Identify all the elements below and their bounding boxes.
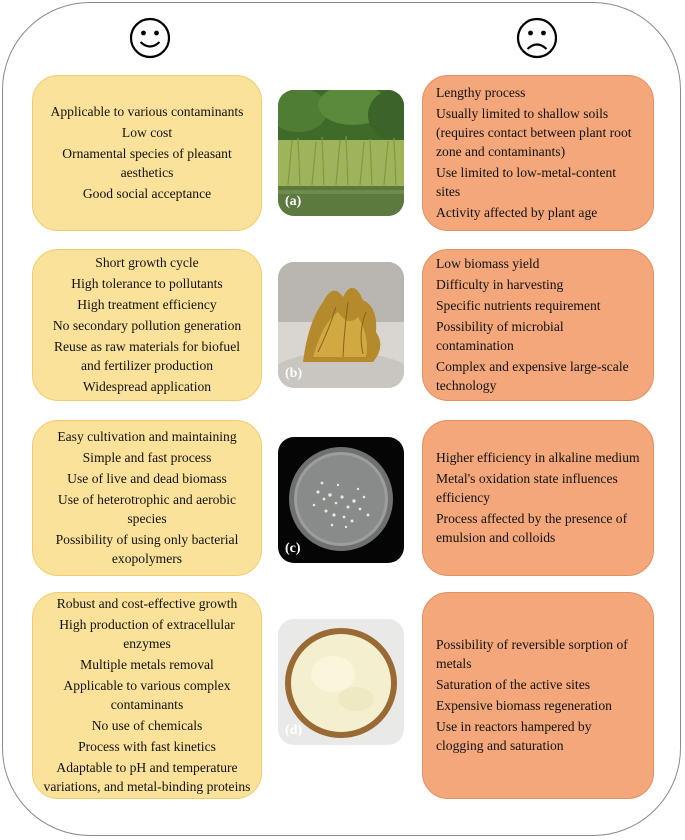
disadvantage-item: Possibility of microbial contamination bbox=[436, 318, 564, 353]
advantage-item: Easy cultivation and maintaining bbox=[57, 428, 237, 444]
image-label: (b) bbox=[285, 366, 303, 381]
advantages-box bbox=[32, 420, 262, 576]
disadvantage-item: Metal's oxidation state influences efficiency bbox=[436, 470, 618, 505]
fungal-culture-dish-image bbox=[278, 619, 404, 745]
advantage-item: Applicable to various contaminants bbox=[50, 103, 244, 119]
advantage-item: Multiple metals removal bbox=[80, 656, 214, 672]
advantage-item: High treatment efficiency bbox=[77, 296, 217, 312]
bacterial-petri-dish-image bbox=[278, 437, 404, 563]
advantage-item: Short growth cycle bbox=[95, 254, 199, 270]
advantage-item: Reuse as raw materials for biofuel and fertilizer production bbox=[53, 338, 241, 373]
advantage-item: Robust and cost-effective growth bbox=[56, 595, 238, 611]
disadvantage-item: Process affected by the presence of emulsion and colloids bbox=[436, 510, 628, 545]
advantage-item: Low cost bbox=[121, 124, 173, 140]
advantage-item: Use of heterotrophic and aerobic species bbox=[57, 491, 237, 526]
disadvantage-item: Use in reactors hampered by clogging and saturation bbox=[436, 718, 592, 753]
disadvantage-item: Specific nutrients requirement bbox=[436, 297, 601, 313]
frowning-face-icon bbox=[515, 16, 559, 60]
disadvantage-item: Higher efficiency in alkaline medium bbox=[436, 449, 640, 465]
advantage-item: Ornamental species of pleasant aesthetics bbox=[62, 145, 232, 180]
advantage-item: No use of chemicals bbox=[91, 717, 203, 733]
advantages-box bbox=[32, 592, 262, 799]
image-label: (a) bbox=[285, 194, 302, 209]
advantage-item: Widespread application bbox=[82, 378, 212, 394]
wetland-plants-image bbox=[278, 90, 404, 216]
advantage-item: Adaptable to pH and temperature variations, and metal-binding proteins bbox=[43, 759, 251, 794]
disadvantage-item: Lengthy process bbox=[436, 84, 526, 100]
disadvantage-item: Possibility of reversible sorption of metals bbox=[436, 636, 628, 671]
advantage-item: Good social acceptance bbox=[82, 185, 212, 201]
disadvantage-item: Use limited to low-metal-content sites bbox=[436, 164, 617, 199]
disadvantages-box bbox=[422, 75, 654, 231]
image-label: (c) bbox=[285, 541, 301, 556]
disadvantage-item: Activity affected by plant age bbox=[436, 204, 598, 220]
disadvantage-item: Difficulty in harvesting bbox=[436, 276, 564, 292]
advantage-item: Use of live and dead biomass bbox=[67, 470, 227, 486]
advantage-item: Process with fast kinetics bbox=[78, 738, 216, 754]
disadvantage-item: Saturation of the active sites bbox=[436, 676, 591, 692]
disadvantages-box bbox=[422, 420, 654, 576]
advantage-item: Simple and fast process bbox=[82, 449, 212, 465]
disadvantage-item: Complex and expensive large-scale technology bbox=[436, 358, 629, 393]
advantages-box bbox=[32, 249, 262, 401]
disadvantage-item: Expensive biomass regeneration bbox=[436, 697, 612, 713]
advantages-box bbox=[32, 75, 262, 231]
advantage-item: Possibility of using only bacterial exopolymers bbox=[55, 531, 239, 566]
advantage-item: High tolerance to pollutants bbox=[71, 275, 223, 291]
disadvantage-item: Usually limited to shallow soils (requires contact between plant root zone and contaminants) bbox=[436, 105, 632, 159]
disadvantages-box bbox=[422, 592, 654, 799]
disadvantage-item: Low biomass yield bbox=[436, 255, 540, 271]
advantage-item: High production of extracellular enzymes bbox=[59, 616, 235, 651]
advantage-item: Applicable to various complex contaminants bbox=[63, 677, 231, 712]
disadvantages-box bbox=[422, 249, 654, 401]
image-label: (d) bbox=[285, 723, 303, 738]
smiley-face-icon bbox=[128, 16, 172, 60]
algae-biomass-image bbox=[278, 262, 404, 388]
advantage-item: No secondary pollution generation bbox=[52, 317, 242, 333]
